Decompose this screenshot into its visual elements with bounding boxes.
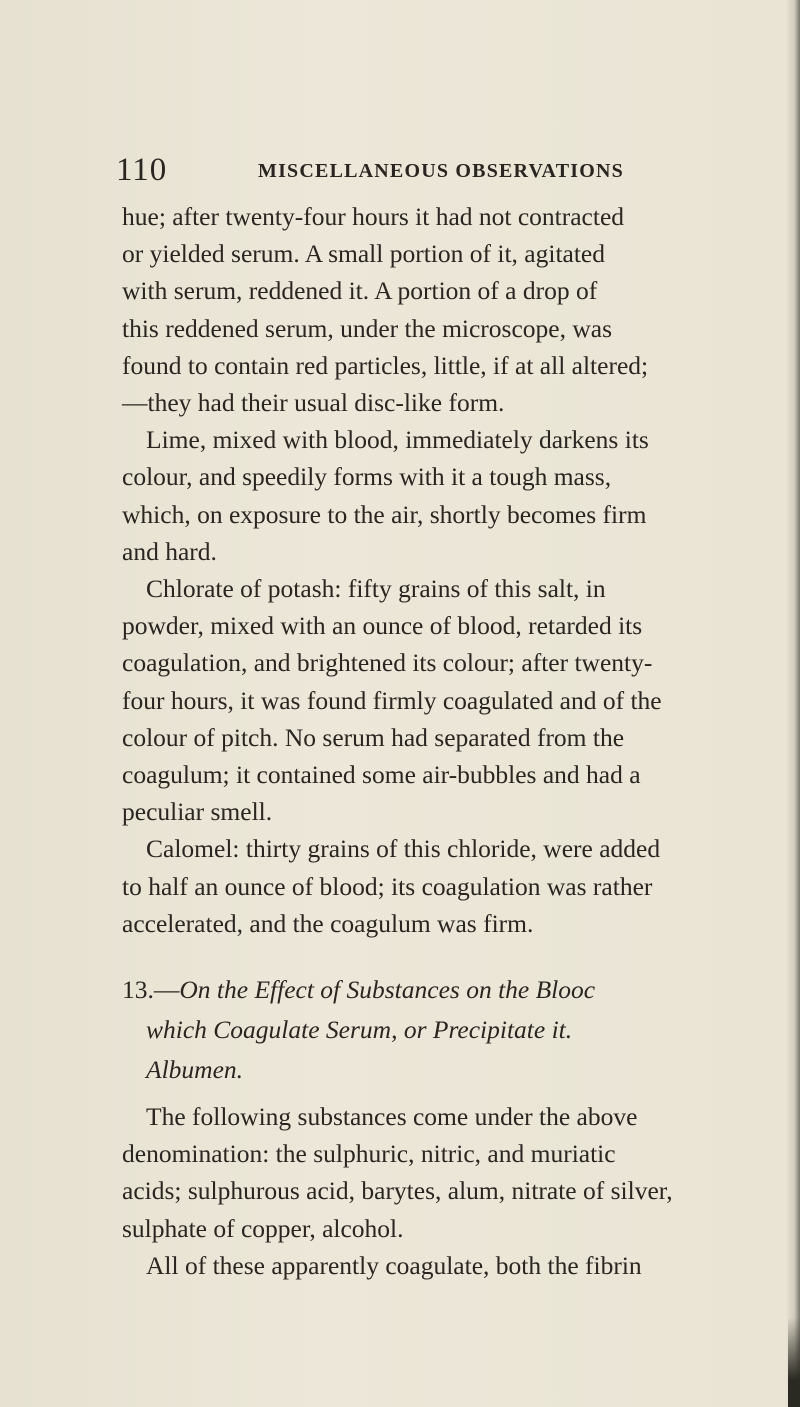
paragraph [122,830,742,942]
paragraph [122,570,742,830]
text-line: —they had their usual disc-like form. [122,388,505,418]
section-title: On the Effect of Substances on the Blooc [179,975,596,1005]
text-line: peculiar smell. [122,797,273,827]
text-line: to half an ounce of blood; its coagulation was rather [122,871,653,901]
text-line: four hours, it was found firmly coagulated and of the [122,685,662,715]
text-line: Chlorate of potash: fifty grains of this salt, in [146,574,606,604]
text-line: powder, mixed with an ounce of blood, retarded its [122,611,643,641]
text-line: accelerated, and the coagulum was firm. [122,908,534,938]
text-line: The following substances come under the above [146,1102,638,1132]
page-corner-mark [788,1317,800,1407]
page-header [116,152,736,192]
text-line: colour, and speedily forms with it a tough mass, [122,462,612,492]
text-line: and hard. [122,536,217,566]
page-body [122,198,742,1284]
page-edge-shadow [786,0,800,1407]
paragraph [122,198,742,421]
text-line: coagulation, and brightened its colour; after twenty- [122,648,653,678]
text-line: acids; sulphurous acid, barytes, alum, nitrate of silver, [122,1176,673,1206]
section-title-continued: Albumen. [146,1055,244,1085]
text-line: or yielded serum. A small portion of it, agitated [122,239,605,269]
paragraph [122,421,742,570]
section-number: 13.— [122,975,180,1005]
text-line: All of these apparently coagulate, both the fibrin [146,1250,642,1280]
text-line: found to contain red particles, little, if at all altered; [122,350,649,380]
text-line: denomination: the sulphuric, nitric, and muriatic [122,1139,616,1169]
section-heading-line [122,970,742,1010]
text-line: Lime, mixed with blood, immediately darkens its [146,425,649,455]
text-line: hue; after twenty-four hours it had not contracted [122,202,625,231]
text-line: which, on exposure to the air, shortly becomes firm [122,499,647,529]
running-head: MISCELLANEOUS OBSERVATIONS [258,160,624,182]
text-line: colour of pitch. No serum had separated from the [122,722,625,752]
text-line: Calomel: thirty grains of this chloride, were added [146,834,661,864]
text-line: coagulum; it contained some air-bubbles and had a [122,760,641,790]
text-line: sulphate of copper, alcohol. [122,1213,404,1243]
text-line: with serum, reddened it. A portion of a drop of [122,276,598,306]
paragraph [122,1098,742,1247]
page-number: 110 [116,152,168,188]
section-title-continued: which Coagulate Serum, or Precipitate it. [146,1015,573,1045]
section-heading [122,970,742,1090]
text-line: this reddened serum, under the microscope, was [122,313,613,343]
paragraph [122,1247,742,1284]
